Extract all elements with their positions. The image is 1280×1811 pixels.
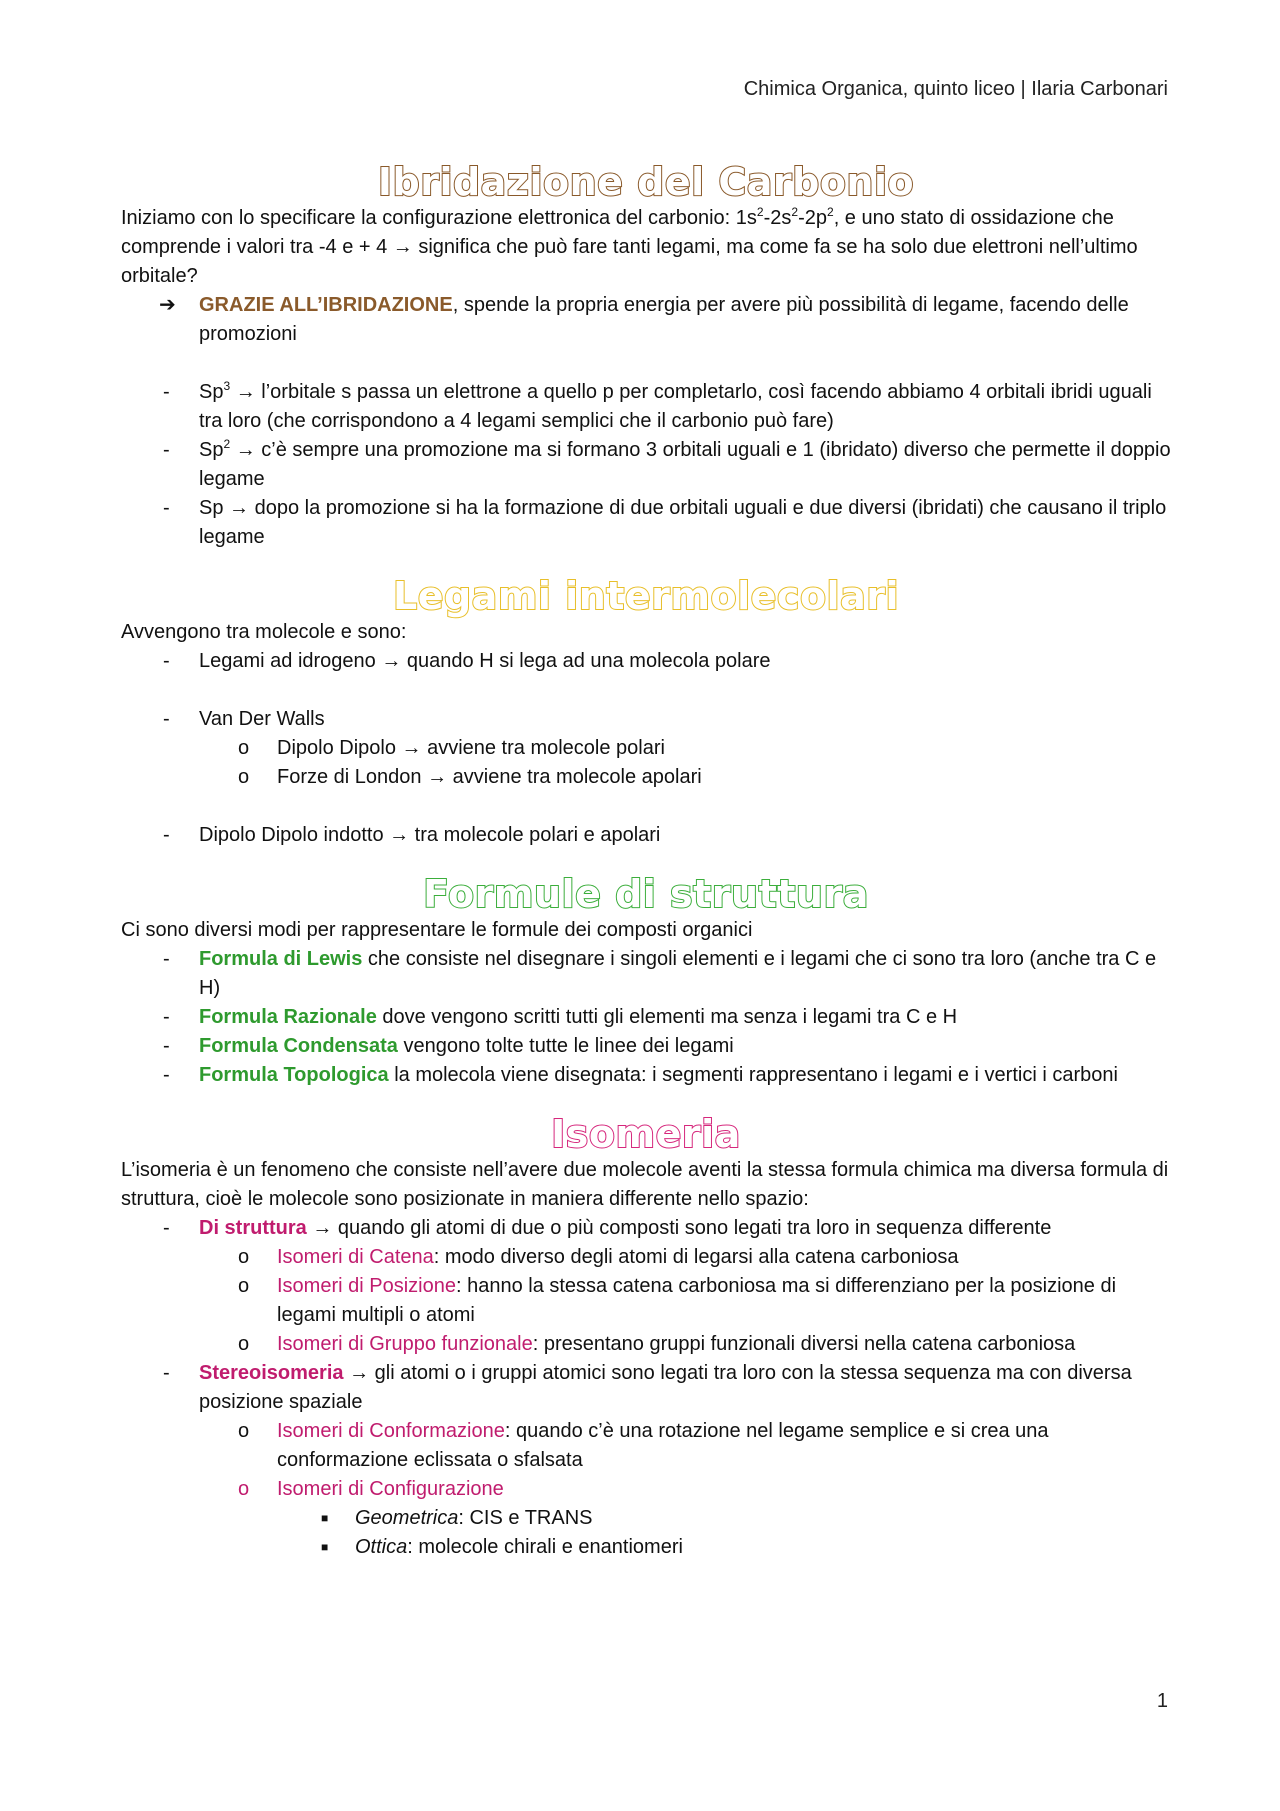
section-title-ibridazione: Ibridazione del Carbonio <box>377 160 915 204</box>
list-item-topologica: - Formula Topologica la molecola viene disegnata: i segmenti rappresentano i legami e i vertici i carboni <box>163 1064 1118 1086</box>
sub-item-configurazione: o Isomeri di Configurazione <box>238 1478 504 1500</box>
page-content <box>121 160 1171 1562</box>
sub-item-london: o Forze di London → avviene tra molecole apolari <box>238 766 702 788</box>
ibridazione-intro: Iniziamo con lo specificare la configurazione elettronica del carbonio: $1s^2-2s^2-2p^2$, e uno stato di ossidazione che comprende i valori tra -4 e + 4 → significa che può fare tanti legami, ma come fa se ha solo due elettroni nell’ultimo orbitale? <box>121 205 1138 287</box>
page-number: 1 <box>1156 1690 1168 1712</box>
list-item-sp3: - $Sp^3$ → l’orbitale s passa un elettrone a quello p per completarlo, così facendo abbiamo 4 orbitali ibridi uguali tra loro (che corrispondono a 4 legami semplici che il carbonio può fare) <box>163 379 1152 432</box>
list-item-di-struttura: - Di struttura → quando gli atomi di due o più composti sono legati tra loro in sequenza differente <box>163 1217 1052 1239</box>
sub-item-dipolo: o Dipolo Dipolo → avviene tra molecole polari <box>238 737 665 759</box>
list-item-dipolo-indotto: - Dipolo Dipolo indotto → tra molecole polari e apolari <box>163 824 661 846</box>
sub-sub-item-ottica: ■ Ottica: molecole chirali e enantiomeri <box>121 1533 1171 1562</box>
list-item-stereoisomeria: - Stereoisomeria → gli atomi o i gruppi atomici sono legati tra loro con la stessa sequenza ma con diversa posizione spaziale <box>163 1362 1132 1413</box>
sub-item-catena: o Isomeri di Catena: modo diverso degli atomi di legarsi alla catena carboniosa <box>238 1246 959 1268</box>
section-title-formule: Formule di struttura <box>423 872 869 916</box>
arrow-bullet-icon: ➔ <box>159 294 176 316</box>
list-item-razionale: - Formula Razionale dove vengono scritti tutti gli elementi ma senza i legami tra C e H <box>163 1006 958 1028</box>
sub-item-conformazione: o Isomeri di Conformazione: quando c’è una rotazione nel legame semplice e si crea una conformazione eclissata o sfalsata <box>238 1420 1049 1471</box>
list-item-condensata: - Formula Condensata vengono tolte tutte le linee dei legami <box>163 1035 734 1057</box>
ibridazione-highlight-item: ➔ GRAZIE ALL’IBRIDAZIONE, spende la propria energia per avere più possibilità di legame, facendo delle promozioni <box>121 291 1171 349</box>
legami-intro: Avvengono tra molecole e sono: <box>121 621 407 643</box>
section-title-legami: Legami intermolecolari <box>392 574 899 618</box>
sub-sub-item-geometrica: ■ Geometrica: CIS e TRANS <box>121 1504 1171 1533</box>
list-item-van-der-walls: - Van Der Walls <box>163 708 325 730</box>
sub-item-gruppo-funzionale: o Isomeri di Gruppo funzionale: presentano gruppi funzionali diversi nella catena carboniosa <box>238 1333 1076 1355</box>
formule-intro: Ci sono diversi modi per rappresentare le formule dei composti organici <box>121 919 753 941</box>
section-title-isomeria: Isomeria <box>551 1112 741 1156</box>
page-header: Chimica Organica, quinto liceo | Ilaria Carbonari <box>743 78 1168 100</box>
square-bullet-icon: ■ <box>321 1511 329 1525</box>
highlight-term: GRAZIE ALL’IBRIDAZIONE <box>199 294 453 316</box>
sub-item-posizione: o Isomeri di Posizione: hanno la stessa catena carboniosa ma si differenziano per la posizione di legami multipli o atomi <box>238 1275 1117 1326</box>
list-item-sp2: - $Sp^2$ → c’è sempre una promozione ma si formano 3 orbitali uguali e 1 (ibridato) diverso che permette il doppio legame <box>163 437 1171 490</box>
list-item-idrogeno: - Legami ad idrogeno → quando H si lega ad una molecola polare <box>163 650 771 672</box>
isomeria-intro: L’isomeria è un fenomeno che consiste nell’avere due molecole aventi la stessa formula chimica ma diversa formula di struttura, cioè le molecole sono posizionate in maniera differente nello spazio: <box>121 1159 1169 1210</box>
list-item-sp: - Sp → dopo la promozione si ha la formazione di due orbitali uguali e due diversi (ibridati) che causano il triplo legame <box>163 497 1167 548</box>
square-bullet-icon: ■ <box>321 1540 329 1554</box>
list-item-lewis: - Formula di Lewis che consiste nel disegnare i singoli elementi e i legami che ci sono tra loro (anche tra C e H) <box>163 948 1157 999</box>
